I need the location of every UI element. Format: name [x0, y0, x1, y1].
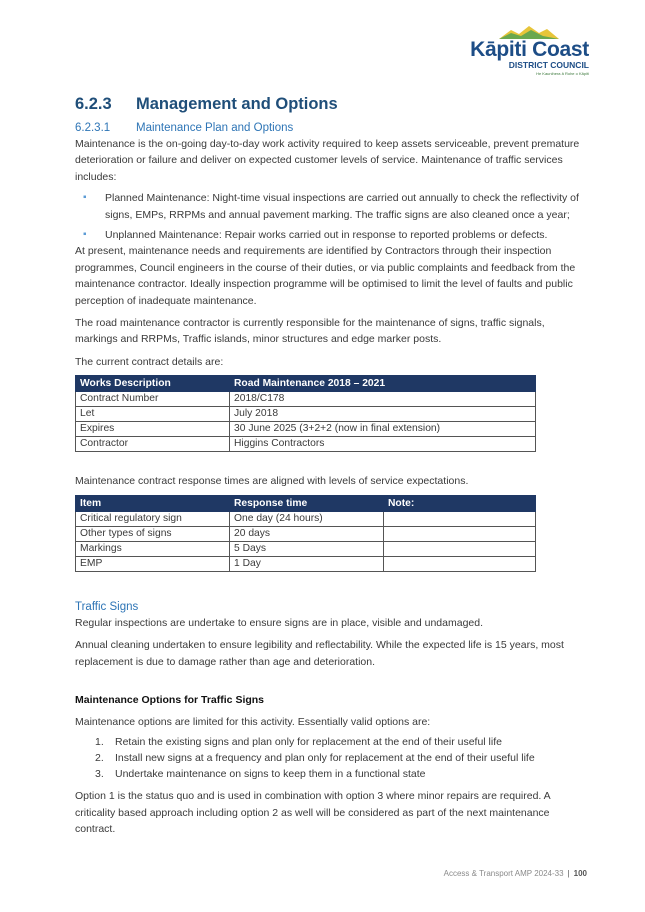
traffic-signs-heading: Traffic Signs	[75, 600, 139, 613]
response-times-table	[75, 495, 536, 572]
council-logo	[471, 24, 589, 76]
table-row	[76, 526, 536, 541]
section-number: 6.2.3	[75, 95, 112, 113]
table-row	[76, 541, 536, 556]
table-cell: 1 Day	[230, 556, 384, 571]
table-header: Item	[76, 495, 230, 511]
table-cell	[384, 526, 536, 541]
page-number: 100	[573, 869, 587, 878]
table-cell: 20 days	[230, 526, 384, 541]
table-header: Works Description	[76, 376, 230, 392]
table-row	[76, 407, 536, 422]
table-cell: Expires	[76, 422, 230, 437]
list-number: 3.	[95, 768, 104, 781]
table-header: Response time	[230, 495, 384, 511]
list-item-text: Unplanned Maintenance: Repair works carried out in response to reported problems or defects.	[105, 229, 548, 242]
section-heading	[75, 92, 583, 116]
page-footer	[444, 869, 587, 878]
list-item-text: Install new signs at a frequency and plan only for replacement at the end of their useful life	[115, 752, 535, 765]
table-cell: EMP	[76, 556, 230, 571]
section-title: Management and Options	[136, 95, 338, 113]
traffic-signs-paragraph-2: Annual cleaning undertaken to ensure legibility and reflectability. While the expected life is 15 years, most replacement is due to damage rather than age and deterioration.	[75, 639, 564, 668]
table-cell: 2018/C178	[230, 392, 536, 407]
table-cell: 5 Days	[230, 541, 384, 556]
table-row	[76, 556, 536, 571]
list-item	[75, 190, 583, 223]
table-cell: Higgins Contractors	[230, 437, 536, 452]
paragraph-needs: At present, maintenance needs and requirements are identified by Contractors through their inspection programmes, Council engineers in the course of their duties, or via public complaints and feedback from the maintenance contractor. Ideally inspection programme will be optimised to limit the level of faults and public perception of inadequate maintenance.	[75, 245, 576, 307]
table-cell: One day (24 hours)	[230, 511, 384, 526]
table-row	[76, 392, 536, 407]
paragraph-response-intro: Maintenance contract response times are aligned with levels of service expectations.	[75, 475, 469, 488]
table-header-row	[76, 376, 536, 392]
paragraph-contract-intro: The current contract details are:	[75, 355, 224, 368]
table-cell: Contract Number	[76, 392, 230, 407]
paragraph-contractor: The road maintenance contractor is currently responsible for the maintenance of signs, traffic signals, markings and RRPMs, Traffic islands, minor structures and edge marker posts.	[75, 317, 545, 346]
list-item-text: Undertake maintenance on signs to keep them in a functional state	[115, 768, 426, 781]
table-header: Road Maintenance 2018 – 2021	[230, 376, 536, 392]
list-item-text: Planned Maintenance: Night-time visual inspections are carried out annually to check the reflectivity of signs, EMPs, RRPMs and annual pavement marking. The traffic signs are also cleaned once a year;	[105, 192, 579, 221]
subsection-number: 6.2.3.1	[75, 122, 111, 134]
footer-separator: |	[567, 869, 570, 878]
list-item-text: Retain the existing signs and plan only for replacement at the end of their useful life	[115, 736, 502, 749]
table-cell	[384, 511, 536, 526]
subsection-title: Maintenance Plan and Options	[136, 122, 294, 134]
options-conclusion: Option 1 is the status quo and is used in combination with option 3 where minor repairs are required. A criticality based approach including option 2 as well will be considered as part of the next maintenance contract.	[75, 790, 551, 836]
table-cell: Critical regulatory sign	[76, 511, 230, 526]
bullet-icon: ▪	[83, 192, 87, 204]
bullet-icon: ▪	[83, 229, 87, 241]
logo-subtitle: DISTRICT COUNCIL	[508, 60, 589, 70]
table-row	[76, 422, 536, 437]
list-number: 2.	[95, 752, 104, 765]
logo-tagline: He Kaunihera ā Rohe o Kāpiti	[536, 71, 589, 76]
options-intro: Maintenance options are limited for this activity. Essentially valid options are:	[75, 715, 431, 728]
table-cell: Other types of signs	[76, 526, 230, 541]
table-cell	[384, 556, 536, 571]
table-cell: 30 June 2025 (3+2+2 (now in final extension)	[230, 422, 536, 437]
maintenance-types-list	[75, 190, 583, 243]
list-item	[75, 766, 583, 782]
contract-details-table	[75, 375, 536, 452]
table-cell: Let	[76, 407, 230, 422]
table-header-row	[76, 495, 536, 511]
options-list	[75, 734, 583, 782]
main-content	[75, 92, 583, 838]
list-item	[75, 227, 583, 243]
table-header: Note:	[384, 495, 536, 511]
subsection-heading	[75, 120, 583, 136]
table-row	[76, 437, 536, 452]
list-item	[75, 750, 583, 766]
footer-document-title: Access & Transport AMP 2024-33	[443, 869, 564, 878]
table-cell	[384, 541, 536, 556]
options-heading: Maintenance Options for Traffic Signs	[75, 693, 265, 706]
table-cell: July 2018	[230, 407, 536, 422]
table-row	[76, 511, 536, 526]
list-number: 1.	[95, 736, 104, 749]
traffic-signs-paragraph-1: Regular inspections are undertake to ensure signs are in place, visible and undamaged.	[75, 616, 484, 629]
intro-paragraph: Maintenance is the on-going day-to-day work activity required to keep assets serviceable, prevent premature deterioration or failure and deliver on expected customer levels of service. Maintenance of traffic services includes:	[75, 138, 580, 183]
logo-name: Kāpiti Coast	[470, 38, 589, 61]
list-item	[75, 734, 583, 750]
table-cell: Contractor	[76, 437, 230, 452]
table-cell: Markings	[76, 541, 230, 556]
